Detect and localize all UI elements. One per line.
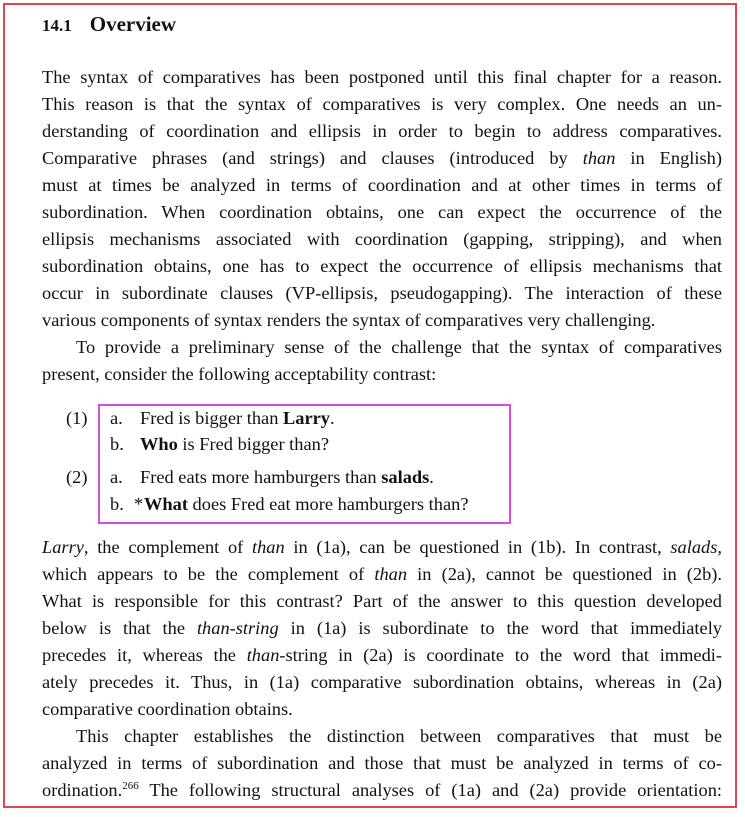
example-number: (1) bbox=[66, 408, 88, 428]
text-line: ellipsis mechanisms associated with coordination (gapping, stripping), and when bbox=[42, 229, 722, 249]
text-line: comparative coordination obtains. bbox=[42, 699, 293, 719]
term-than: than bbox=[582, 148, 616, 168]
section-heading bbox=[42, 12, 176, 37]
example-letter: a. bbox=[110, 408, 123, 428]
text-line: precedes it, whereas the than-string in (2a) is coordinate to the word that immedi- bbox=[42, 645, 723, 665]
footnote-ref: 266 bbox=[122, 779, 139, 792]
text-line: This reason is that the syntax of comparatives is very complex. One needs an un- bbox=[42, 94, 722, 114]
example-sentence: Fred is bigger than Larry. bbox=[140, 408, 335, 428]
text-line: below is that the than-string in (1a) is subordinate to the word that immediately bbox=[42, 618, 722, 638]
text-line: ordination.$^{266}$ The following structural analyses of (1a) and (2a) provide orientation: bbox=[42, 779, 722, 800]
text-line: various components of syntax renders the syntax of comparatives very challenging. bbox=[42, 310, 656, 330]
text-line: This chapter establishes the distinction between comparatives that must be bbox=[76, 726, 722, 746]
text-line: occur in subordinate clauses (VP-ellipsis, pseudogapping). The interaction of these bbox=[42, 283, 722, 303]
text-line: Comparative phrases (and strings) and clauses (introduced by than in English) bbox=[42, 148, 723, 168]
text-line: The syntax of comparatives has been postponed until this final chapter for a reason. bbox=[42, 67, 722, 87]
text-line: analyzed in terms of subordination and those that must be analyzed in terms of co- bbox=[42, 753, 722, 773]
example-number: (2) bbox=[66, 467, 88, 487]
example-sentence: Fred eats more hamburgers than salads. bbox=[140, 467, 434, 487]
ungrammatical-star: * bbox=[134, 494, 144, 514]
example-letter: a. bbox=[110, 467, 123, 487]
example-letter: b. bbox=[110, 494, 124, 514]
text-line: must at times be analyzed in terms of coordination and at other times in terms of bbox=[42, 175, 722, 195]
text-line: present, consider the following acceptability contrast: bbox=[42, 364, 437, 384]
text-line: What is responsible for this contrast? Part of the answer to this question developed bbox=[42, 591, 722, 611]
section-title: Overview bbox=[89, 12, 177, 36]
text-line: To provide a preliminary sense of the challenge that the syntax of comparatives bbox=[76, 337, 722, 357]
example-sentence: What does Fred eat more hamburgers than? bbox=[144, 494, 469, 514]
text-line: ately precedes it. Thus, in (1a) comparative subordination obtains, whereas in (2a) bbox=[42, 672, 722, 692]
text-line: Larry, the complement of than in (1a), can be questioned in (1b). In contrast, salads, bbox=[42, 537, 723, 557]
intro-paragraph bbox=[42, 64, 722, 388]
example-sentence: Who is Fred bigger than? bbox=[140, 434, 330, 454]
example-letter: b. bbox=[110, 434, 124, 454]
text-line: which appears to be the complement of than in (2a), cannot be questioned in (2b). bbox=[42, 564, 723, 584]
section-number: 14.1 bbox=[42, 16, 72, 35]
text-line: subordination. When coordination obtains, one can expect the occurrence of the bbox=[42, 202, 722, 222]
text-line: subordination obtains, one has to expect the occurrence of ellipsis mechanisms that bbox=[42, 256, 722, 276]
discussion-paragraph bbox=[42, 534, 722, 804]
text-line: derstanding of coordination and ellipsis in order to begin to address comparatives. bbox=[42, 121, 722, 141]
